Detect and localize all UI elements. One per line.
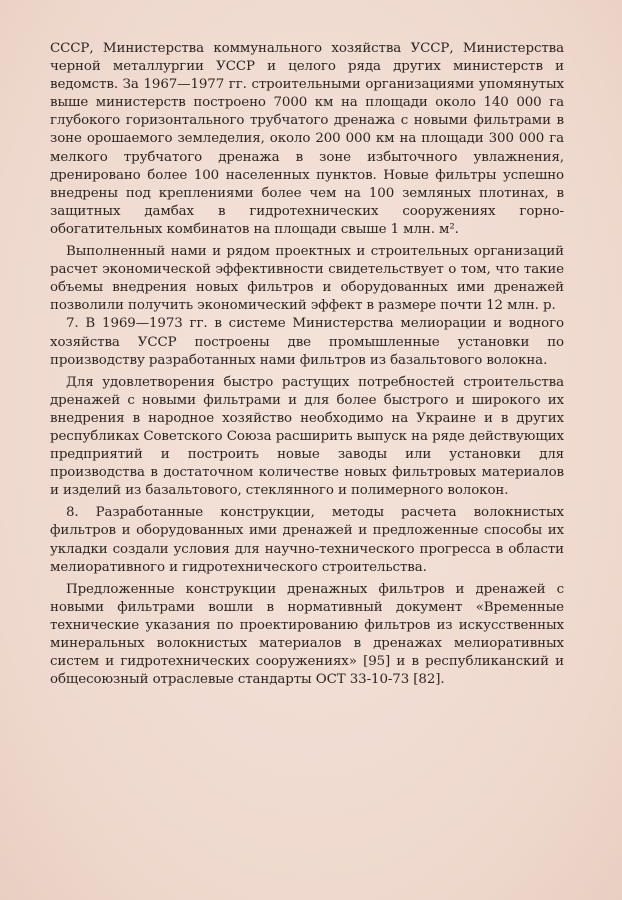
text-body bbox=[50, 40, 564, 689]
paragraph-5: 8. Разработанные конструкции, методы расчета волокнистых фильтров и оборудованных ими дренажей и предложенные способы их укладки создали условия для научно-технического прогресса в области мелиоративного и гидротехнического строительства. bbox=[50, 505, 564, 575]
paragraph-3: 7. В 1969—1973 гг. в системе Министерства мелиорации и водного хозяйства УССР построены две промышленные установки по производству разработанных нами фильтров из базальтового волокна. bbox=[50, 316, 564, 368]
paragraph-6: Предложенные конструкции дренажных фильтров и дренажей с новыми фильтрами вошли в нормативный документ «Временные технические указания по проектированию фильтров из искусственных минеральных волокнистых материалов в дренажах мелиоративных систем и гидротехнических сооружениях» [95] и в республиканский и общесоюзный отраслевые стандарты ОСТ 33-10-73 [82]. bbox=[50, 581, 564, 688]
paragraph-4: Для удовлетворения быстро растущих потребностей строительства дренажей с новыми фильтрами и для более быстрого и широкого их внедрения в народное хозяйство необходимо на Украине и в других республиках Советского Союза расширить выпуск на ряде действующих предприятий и построить новые заводы или установки для производства в достаточном количестве новых фильтровых материалов и изделий из базальтового, стеклянного и полимерного волокон. bbox=[50, 374, 564, 499]
paragraph-1: СССР, Министерства коммунального хозяйства УССР, Министерства черной металлургии УССР и целого ряда других министерств и ведомств. За 1967—1977 гг. строительными организациями упомянутых выше министерств построено 7000 км на площади около 140 000 га глубокого горизонтального трубчатого дренажа с новыми фильтрами в зоне орошаемого земледелия, около 200 000 км на площади 300 000 га мелкого трубчатого дренажа в зоне избыточного увлажнения, дренировано более 100 населенных пунктов. Новые фильтры успешно внедрены под креплениями более чем на 100 земляных плотинах, в защитных дамбах в гидротехнических сооружениях горно-обогатительных комбинатов на площади свыше 1 млн. м². bbox=[50, 41, 564, 237]
paragraph-2: Выполненный нами и рядом проектных и строительных организаций расчет экономической эффективности свидетельствует о том, что такие объемы внедрения новых фильтров и оборудованных ими дренажей позволили получить экономический эффект в размере почти 12 млн. р. bbox=[50, 244, 564, 314]
